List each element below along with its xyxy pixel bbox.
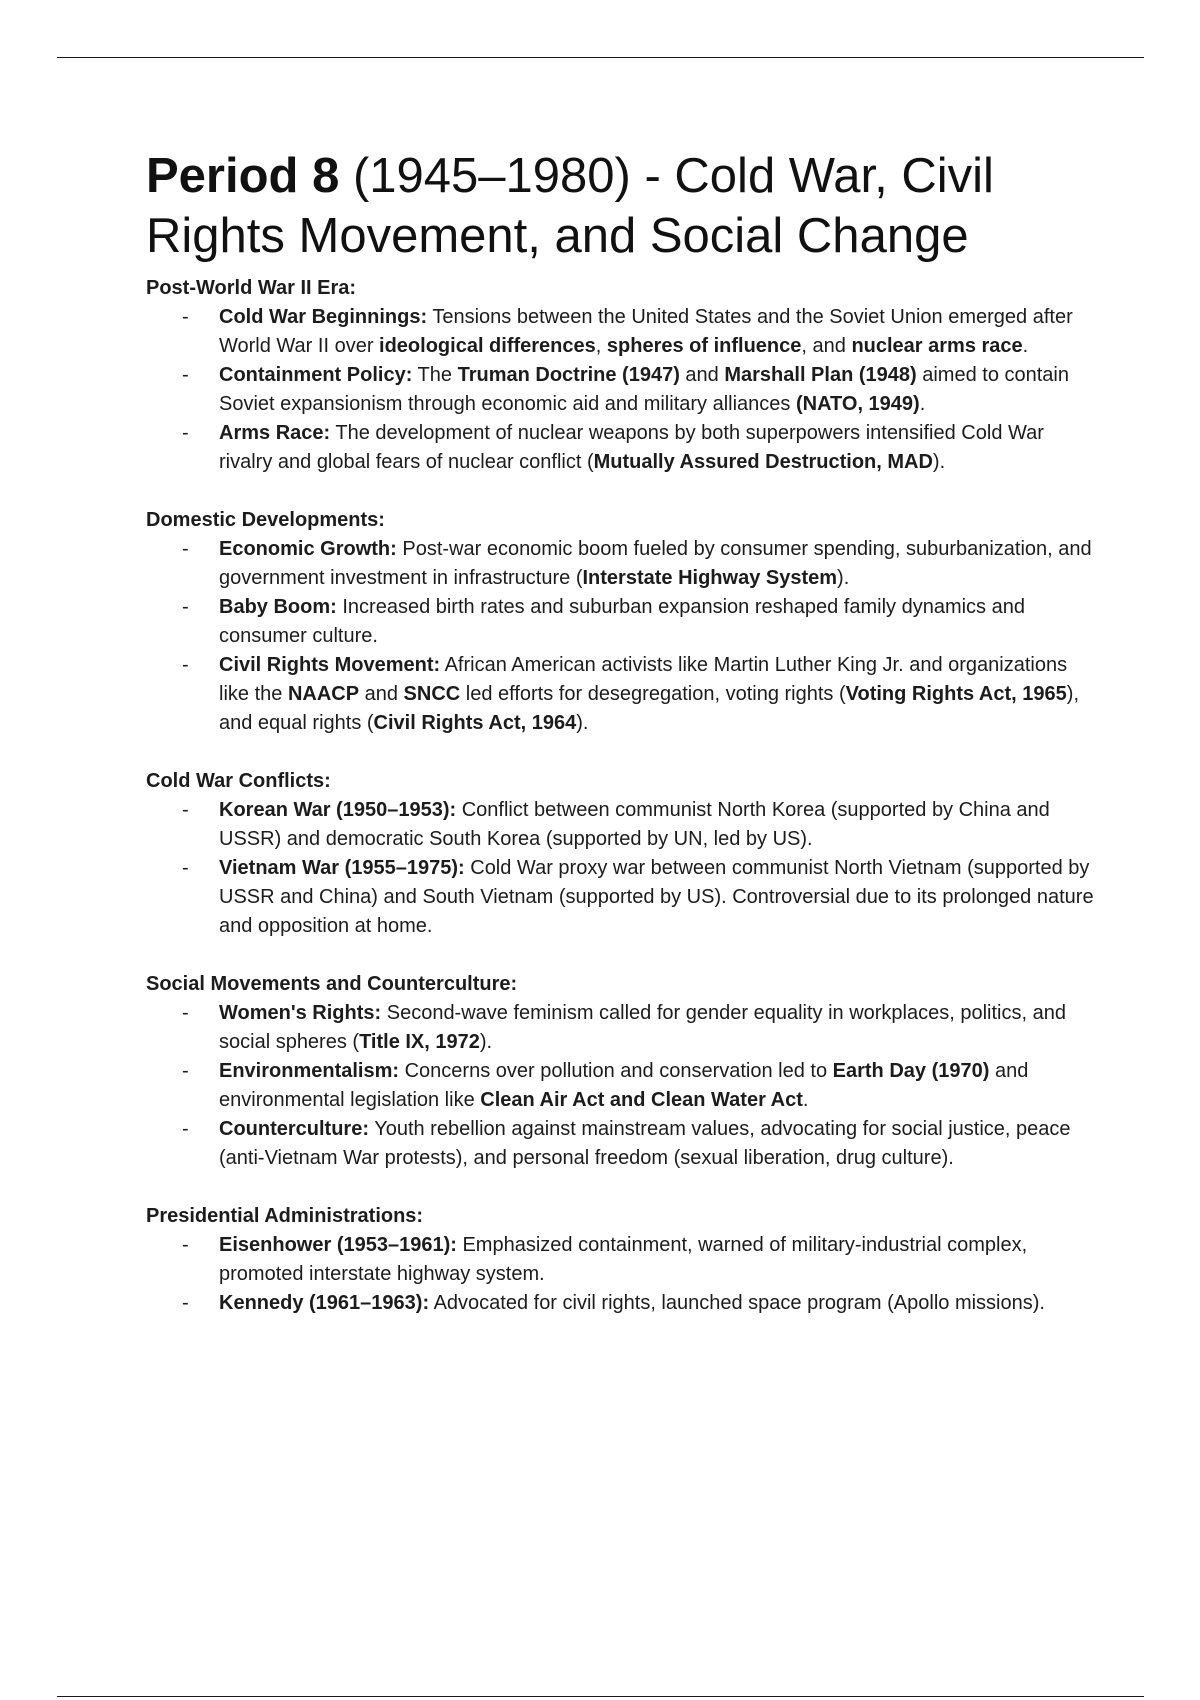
bold-term: Counterculture: bbox=[219, 1118, 369, 1140]
bold-term: Kennedy (1961–1963): bbox=[219, 1292, 430, 1314]
bullet-item bbox=[146, 999, 1096, 1057]
item-text: and bbox=[679, 364, 725, 386]
section bbox=[146, 506, 1096, 738]
bold-term: Marshall Plan (1948) bbox=[724, 364, 917, 386]
bold-term: spheres of influence bbox=[606, 335, 802, 357]
bullet-list bbox=[146, 1231, 1096, 1318]
item-text: ). bbox=[576, 712, 589, 734]
bold-term: Earth Day (1970) bbox=[832, 1060, 990, 1082]
item-text: Post-war economic boom fueled by consumer spending, suburbanization, and government investment in infrastructure ( bbox=[219, 538, 1092, 589]
section-heading: Presidential Administrations: bbox=[146, 1205, 424, 1227]
item-text: ), and equal rights ( bbox=[219, 683, 1079, 734]
item-text: , and bbox=[801, 335, 852, 357]
bold-term: Truman Doctrine (1947) bbox=[457, 364, 680, 386]
dash-bullet-icon: - bbox=[182, 422, 189, 444]
bold-term: Women's Rights: bbox=[219, 1002, 382, 1024]
item-text: Increased birth rates and suburban expansion reshaped family dynamics and consumer culture. bbox=[219, 596, 1025, 647]
item-text: ). bbox=[932, 451, 946, 473]
item-text: ). bbox=[479, 1031, 493, 1053]
section bbox=[146, 970, 1096, 1173]
document-body bbox=[146, 274, 1096, 1347]
section-heading: Post-World War II Era: bbox=[146, 277, 357, 299]
bold-term: Civil Rights Act, 1964 bbox=[373, 712, 577, 734]
item-text: , bbox=[595, 335, 607, 357]
bold-term: Environmentalism: bbox=[219, 1060, 400, 1082]
title-period: Period 8 bbox=[146, 149, 340, 203]
bold-term: Economic Growth: bbox=[219, 538, 397, 560]
bold-term: Title IX, 1972 bbox=[359, 1031, 480, 1053]
section bbox=[146, 274, 1096, 477]
item-text: Concerns over pollution and conservation led to bbox=[399, 1060, 833, 1082]
section-heading: Cold War Conflicts: bbox=[146, 770, 331, 792]
bullet-list bbox=[146, 999, 1096, 1173]
item-text: The bbox=[412, 364, 458, 386]
item-text: African American activists like Martin Luther King Jr. and organizations like the bbox=[219, 654, 1068, 705]
item-text: . bbox=[802, 1089, 809, 1111]
bullet-item bbox=[146, 1231, 1096, 1289]
bullet-item bbox=[146, 303, 1096, 361]
dash-bullet-icon: - bbox=[182, 654, 189, 676]
bold-term: Korean War (1950–1953): bbox=[219, 799, 457, 821]
bullet-list bbox=[146, 303, 1096, 477]
bullet-item bbox=[146, 593, 1096, 651]
bold-term: SNCC bbox=[403, 683, 461, 705]
dash-bullet-icon: - bbox=[182, 364, 189, 386]
bullet-item bbox=[146, 796, 1096, 854]
item-text: Advocated for civil rights, launched space program (Apollo missions). bbox=[429, 1292, 1045, 1314]
dash-bullet-icon: - bbox=[182, 1060, 189, 1082]
bold-term: Containment Policy: bbox=[219, 364, 413, 386]
section bbox=[146, 767, 1096, 941]
dash-bullet-icon: - bbox=[182, 857, 189, 879]
item-text: . bbox=[1022, 335, 1029, 357]
bold-term: Vietnam War (1955–1975): bbox=[219, 857, 465, 879]
bold-term: ideological differences bbox=[379, 335, 596, 357]
top-rule bbox=[57, 57, 1144, 58]
bold-term: NAACP bbox=[287, 683, 360, 705]
bullet-item bbox=[146, 535, 1096, 593]
bullet-item bbox=[146, 419, 1096, 477]
dash-bullet-icon: - bbox=[182, 306, 189, 328]
bullet-list bbox=[146, 796, 1096, 941]
bold-term: Voting Rights Act, 1965 bbox=[845, 683, 1067, 705]
bullet-list bbox=[146, 535, 1096, 738]
dash-bullet-icon: - bbox=[182, 1002, 189, 1024]
dash-bullet-icon: - bbox=[182, 799, 189, 821]
dash-bullet-icon: - bbox=[182, 1234, 189, 1256]
item-text: The development of nuclear weapons by both superpowers intensified Cold War rivalry and global fears of nuclear conflict ( bbox=[219, 422, 1044, 473]
section bbox=[146, 1202, 1096, 1318]
bullet-item bbox=[146, 1115, 1096, 1173]
dash-bullet-icon: - bbox=[182, 1292, 189, 1314]
bold-term: Baby Boom: bbox=[219, 596, 337, 618]
page-title bbox=[146, 146, 1106, 266]
item-text: Tensions between the United States and the Soviet Union emerged after World War II over bbox=[219, 306, 1073, 357]
item-text: and bbox=[359, 683, 404, 705]
bold-term: nuclear arms race bbox=[851, 335, 1023, 357]
bold-term: Interstate Highway System bbox=[582, 567, 838, 589]
item-text: Cold War proxy war between communist North Vietnam (supported by USSR and China) and South Vietnam (supported by US). Controversial due to its prolonged nature and opposition at home. bbox=[219, 857, 1094, 937]
bold-term: Arms Race: bbox=[219, 422, 331, 444]
item-text: and environmental legislation like bbox=[219, 1060, 1029, 1111]
item-text: aimed to contain Soviet expansionism through economic aid and military alliances bbox=[219, 364, 1069, 415]
item-text: Youth rebellion against mainstream values, advocating for social justice, peace (anti-Vietnam War protests), and personal freedom (sexual liberation, drug culture). bbox=[219, 1118, 1071, 1169]
item-text: Emphasized containment, warned of military-industrial complex, promoted interstate highway system. bbox=[219, 1234, 1028, 1285]
bold-term: Cold War Beginnings: bbox=[219, 306, 428, 328]
bullet-item bbox=[146, 854, 1096, 941]
item-text: . bbox=[919, 393, 926, 415]
bold-term: Civil Rights Movement: bbox=[219, 654, 441, 676]
dash-bullet-icon: - bbox=[182, 538, 189, 560]
item-text: led efforts for desegregation, voting rights ( bbox=[460, 683, 846, 705]
section-heading: Social Movements and Counterculture: bbox=[146, 973, 518, 995]
bullet-item bbox=[146, 651, 1096, 738]
section-heading: Domestic Developments: bbox=[146, 509, 385, 531]
bold-term: Eisenhower (1953–1961): bbox=[219, 1234, 457, 1256]
dash-bullet-icon: - bbox=[182, 1118, 189, 1140]
item-text: Second-wave feminism called for gender equality in workplaces, politics, and social spheres ( bbox=[219, 1002, 1066, 1053]
bold-term: (NATO, 1949) bbox=[795, 393, 920, 415]
dash-bullet-icon: - bbox=[182, 596, 189, 618]
item-text: Conflict between communist North Korea (supported by China and USSR) and democratic South Korea (supported by UN, led by US). bbox=[219, 799, 1050, 850]
bullet-item bbox=[146, 1289, 1096, 1318]
bold-term: Mutually Assured Destruction, MAD bbox=[593, 451, 933, 473]
title-subject: (1945–1980) - Cold War, Civil Rights Movement, and Social Change bbox=[146, 149, 994, 263]
item-text: ). bbox=[837, 567, 850, 589]
bottom-rule bbox=[57, 1696, 1144, 1697]
bullet-item bbox=[146, 361, 1096, 419]
bullet-item bbox=[146, 1057, 1096, 1115]
bold-term: Clean Air Act and Clean Water Act bbox=[480, 1089, 803, 1111]
